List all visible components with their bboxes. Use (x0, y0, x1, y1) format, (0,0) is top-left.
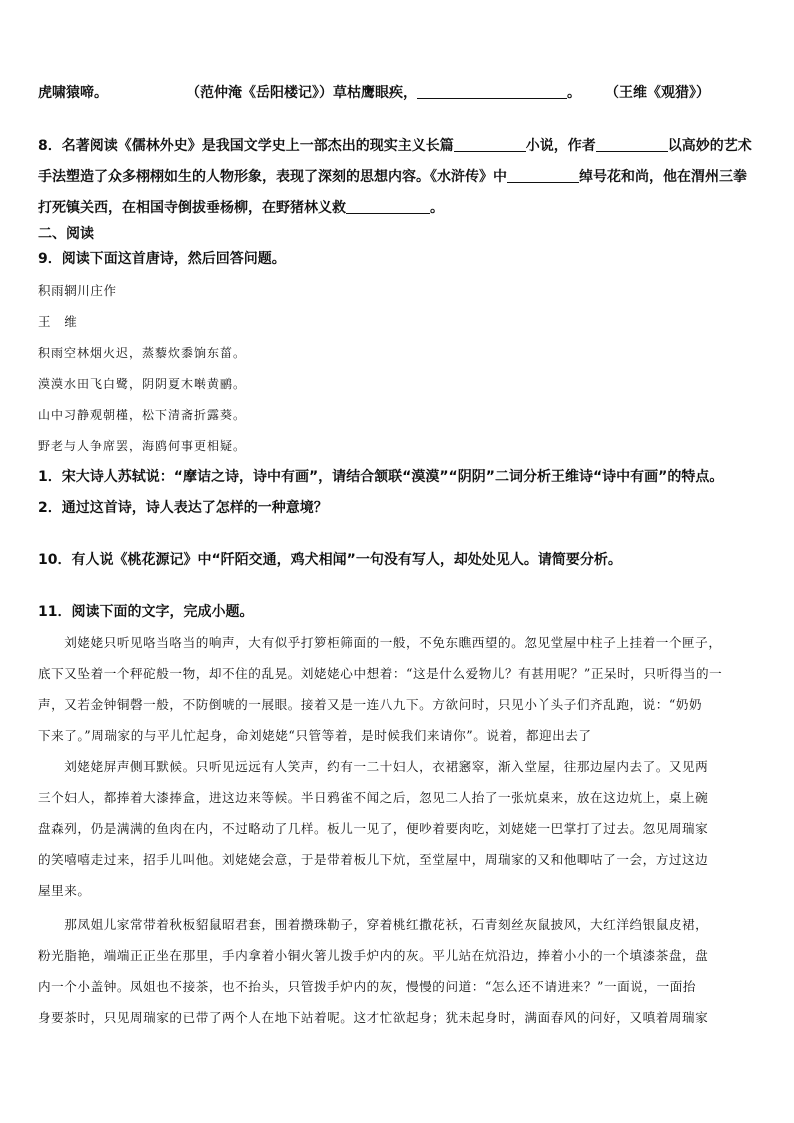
poem-title: 积雨辋川庄作 (38, 283, 117, 298)
q7-text-a: 虎啸猿啼。 (38, 85, 108, 101)
passage-line: 刘姥姥只听见咯当咯当的响声，大有似乎打箩柜筛面的一般，不免东瞧西望的。忽见堂屋中柱子上挂着一个匣子， (38, 635, 722, 650)
poem-line: 漠漠水田飞白鹭，阴阴夏木啭黄鹂。 (38, 377, 247, 391)
q8-blank-genre (454, 137, 526, 152)
poem-line: 山中习静观朝槿，松下清斋折露葵。 (38, 408, 247, 422)
q8-blank-author (596, 137, 668, 152)
q8-text: 。 (430, 200, 444, 216)
passage-line: 的笑嘻嘻走过来，招手儿叫他。刘姥姥会意，于是带着板儿下炕，至堂屋中，周瑞家的又和他唧咕了一会，方过这边 (38, 852, 709, 867)
q8-blank-rescued (346, 199, 430, 214)
q8-line-2 (38, 168, 747, 186)
q7-text-d: （王维《观猎》） (605, 85, 710, 101)
poem-line: 野老与人争席罢，海鸥何事更相疑。 (38, 439, 247, 453)
q7-tail-line (38, 84, 710, 102)
q9-subquestion-2: 2．通过这首诗，诗人表达了怎样的一种意境？ (38, 500, 328, 516)
passage-line: 声，又若金钟铜磬一般，不防倒唬的一展眼。接着又是一连八九下。方欲问时，只见小丫头子们齐乱跑，说：“奶奶 (38, 697, 703, 712)
passage-line: 屋里来。 (38, 883, 91, 898)
passage-line: 那凤姐儿家常带着秋板貂鼠昭君套，围着攒珠勒子，穿着桃红撒花袄，石青刻丝灰鼠披风，大红洋绉银鼠皮裙， (38, 917, 709, 932)
q8-text: 手法塑造了众多栩栩如生的人物形象，表现了深刻的思想内容。《水浒传》中 (38, 169, 507, 185)
poem-line: 积雨空林烟火迟，蒸藜炊黍饷东菑。 (38, 346, 247, 360)
q8-line-1 (38, 137, 752, 155)
q8-text: 绰号花和尚，他在渭州三拳 (579, 169, 747, 185)
passage-line: 身要茶时，只见周瑞家的已带了两个人在地下站着呢。这才忙欲起身；犹未起身时，满面春风的问好，又嗔着周瑞家 (38, 1010, 709, 1025)
passage-line: 粉光脂艳，端端正正坐在那里，手内拿着小铜火箸儿拨手炉内的灰。平儿站在炕沿边，捧着小小的一个填漆茶盘，盘 (38, 948, 709, 963)
passage-line: 刘姥姥屏声侧耳默候。只听见远远有人笑声，约有一二十妇人，衣裙窸窣，渐入堂屋，往那边屋内去了。又见两 (38, 759, 709, 774)
q8-blank-character (507, 168, 579, 183)
q7-text-c: 。 (567, 85, 581, 101)
q8-text: 以高妙的艺术 (667, 138, 752, 154)
poem-author: 王 维 (38, 314, 78, 329)
q11-prompt: 11．阅读下面的文字，完成小题。 (38, 604, 254, 620)
q8-text: 8．名著阅读《儒林外史》是我国文学史上一部杰出的现实主义长篇 (38, 138, 454, 154)
passage-line: 下来了。”周瑞家的与平儿忙起身，命刘姥姥“只管等着，是时候我们来请你”。说着，都迎出去了 (38, 728, 592, 743)
q7-text-b: （范仲淹《岳阳楼记》）草枯鹰眼疾， (186, 85, 417, 101)
section-title: 二、阅读 (38, 226, 94, 242)
q9-prompt: 9．阅读下面这首唐诗，然后回答问题。 (38, 251, 286, 267)
q9-subquestion-1: 1．宋大诗人苏轼说：“摩诘之诗，诗中有画”，请结合颔联“漠漠”“阴阴”二词分析王维诗“诗中有画”的特点。 (38, 469, 724, 485)
passage-line: 内一个小盖钟。凤姐也不接茶，也不抬头，只管拨手炉内的灰，慢慢的问道：“怎么还不请进来？”一面说，一面抬 (38, 979, 697, 994)
q8-text: 小说，作者 (525, 138, 596, 154)
passage-line: 三个妇人，都捧着大漆捧盒，进这边来等候。半日鸦雀不闻之后，忽见二人抬了一张炕桌来，放在这边炕上，桌上碗 (38, 790, 709, 805)
passage-line: 盘森列，仍是满满的鱼肉在内，不过略动了几样。板儿一见了，便吵着要肉吃，刘姥姥一巴掌打了过去。忽见周瑞家 (38, 821, 709, 836)
q8-text: 打死镇关西，在相国寺倒拔垂杨柳，在野猪林义救 (38, 200, 346, 216)
q10-question: 10．有人说《桃花源记》中“阡陌交通，鸡犬相闻”一句没有写人，却处处见人。请简要分析。 (38, 552, 622, 568)
q7-answer-blank (417, 84, 567, 99)
q8-line-3 (38, 199, 444, 217)
passage-line: 底下又坠着一个秤砣般一物，却不住的乱晃。刘姥姥心中想着：“这是什么爱物儿？有甚用呢？”正呆时，只听得当的一 (38, 666, 723, 681)
